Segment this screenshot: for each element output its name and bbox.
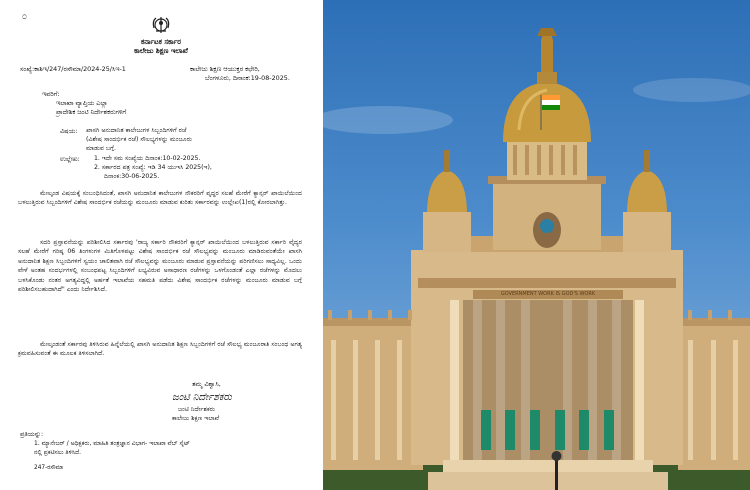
left-dome: [427, 170, 467, 214]
office-line: ಕಾಲೇಜು ಶಿಕ್ಷಣ ಆಯುಕ್ತರ ಕಛೇರಿ,: [190, 65, 260, 73]
copy-line1: 1. ಮ್ಯಾನೇಜರ್ / ಅಧಿಕ್ಷಕರು, ಮಾಹಿತಿ ತಂತ್ರಜ್ಞಾನ ವಿಭಾಗ- ಇಲಾಖಾ ವೆಬ್ ಸೈಟ್: [34, 440, 190, 447]
subject-label: ವಿಷಯ:: [60, 127, 78, 135]
reference-1: 1. ಇದೇ ಸಮ ಸಂಖ್ಯೆಯ ದಿನಾಂಕ:10-02-2025.: [94, 155, 201, 162]
signatory-title-2: ಕಾಲೇಜು ಶಿಕ್ಷಣ ಇಲಾಖೆ: [172, 415, 220, 422]
subject-line1: ಖಾಸಗಿ ಅನುದಾನಿತ ಕಾಲೇಜುಗಳ ಸಿಬ್ಬಂದಿಗಳಿಗೆ ರಜೆ: [86, 127, 187, 134]
city-date: ಬೆಂಗಳೂರು, ದಿನಾಂಕ:19-08-2025.: [205, 74, 290, 82]
right-dome: [627, 170, 667, 214]
reference-2: 2. ಸರ್ಕಾರದ ಪತ್ರ ಸಂಖ್ಯೆ: ಇಡಿ 34 ಯುಇಸಿ 2025(ಇ),: [94, 164, 212, 171]
footer-code: 247-ರಸೌಮಾ: [34, 465, 64, 471]
reference-label: ಉಲ್ಲೇಖ:: [60, 155, 80, 163]
body-paragraph-1: ಮೇಲ್ಕಂಡ ವಿಷಯಕ್ಕೆ ಸಂಬಂಧಿಸಿದಂತೆ, ಖಾಸಗಿ ಅನುದಾನಿತ ಕಾಲೇಜುಗಳ ನೌಕರರಿಗೆ ವೃದ್ಧರ ಸಲಹೆ ಮೇರೆಗೆ ಕ್ಯಾನ್ಸರ್ ಖಾಯಿಲೆಯಿಂದ ಬಳಲುತ್ತಿರುವ ಸಿಬ್ಬಂದಿಗಳಿಗೆ ವಿಶೇಷ ಸಾಂದರ್ಭಿಕ ರಜೆಯನ್ನು ಮಂಜೂರು ಮಾಡುವ ಕುರಿತು ಸರ್ಕಾರವನ್ನು ಉಲ್ಲೇಖ(1)ರಲ್ಲಿ ಕೋರಲಾಗಿತ್ತು.: [18, 190, 302, 207]
reference-number: ಸಂಖ್ಯೆ:ಕಾಶಿಇ/247/ರಸೌಮಾ/2024-25/ಸಿಇ-1: [20, 65, 126, 73]
body-paragraph-3: ಮೇಲ್ಕಂಡಂತೆ ಸರ್ಕಾರವು ತಿಳಿಸಿರುವ ಹಿನ್ನೆಲೆಯಲ್ಲಿ ಖಾಸಗಿ ಅನುದಾನಿತ ಶಿಕ್ಷಣ ಸಿಬ್ಬಂದಿಗಳಿಗೆ ರಜೆ ಸೌಲಭ್ಯ ಮಂಜೂರಾತಿ ಸಂಬಂಧ ಅಗತ್ಯ ಕ್ರಮವಹಿಸುವಂತೆ ಈ ಮೂಲಕ ತಿಳಿಸಲಾಗಿದೆ.: [18, 341, 302, 358]
copy-label: ಪ್ರತಿಯನ್ನು:: [20, 430, 44, 438]
gov-name: ಕರ್ನಾಟಕ ಸರ್ಕಾರ: [141, 38, 181, 46]
reference-2-date: ದಿನಾಂಕ:30-06-2025.: [104, 173, 160, 180]
banner-text: GOVERNMENT WORK IS GOD'S WORK: [500, 291, 596, 297]
dept-name: ಕಾಲೇಜು ಶಿಕ್ಷಣ ಇಲಾಖೆ: [134, 47, 188, 55]
left-wing: [323, 320, 423, 470]
closing-line: ತಮ್ಮ ವಿಶ್ವಾಸಿ,: [192, 380, 221, 388]
building-illustration: [323, 0, 750, 490]
signatory-title-1: ಜಂಟಿ ನಿರ್ದೇಶಕರು: [178, 406, 215, 413]
vidhana-soudha-photo: [323, 0, 750, 490]
karnataka-emblem-icon: [150, 14, 172, 36]
page-mark: ೦: [22, 12, 28, 22]
handwritten-signature: ಜಂಟಿ ನಿರ್ದೇಶಕರು: [172, 392, 232, 403]
to-line1: ಇಲಾಖಾ ವ್ಯಾಪ್ತಿಯ ಎಲ್ಲಾ: [56, 99, 108, 107]
to-label: ಇವರಿಗೆ:: [42, 90, 60, 98]
subject-line2: (ವಿಶೇಷ ಸಾಂದರ್ಭಿಕ ರಜೆ) ಸೌಲಭ್ಯಗಳನ್ನು ಮಂಜೂರು: [86, 136, 192, 143]
lion-capital-statue: [541, 30, 553, 72]
body-paragraph-2: ಸದರಿ ಪ್ರಸ್ತಾವನೆಯನ್ನು ಪರಿಶೀಲಿಸಿದ ಸರ್ಕಾರವು 'ರಾಜ್ಯ ಸರ್ಕಾರಿ ನೌಕರರಿಗೆ ಕ್ಯಾನ್ಸರ್ ಖಾಯಿಲೆಯಿಂದ ಬಳಲುತ್ತಿರುವ ಸರ್ಕಾರಿ ವೈದ್ಯರ ಸಲಹೆ ಮೇರೆಗೆ ಗರಿಷ್ಠ 06 ತಿಂಗಳುಗಳ ಮಿತಿಗೊಳಪಟ್ಟು ವಿಶೇಷ ಸಾಂದರ್ಭಿಕ ರಜೆ ಸೌಲಭ್ಯವನ್ನು ಮಂಜೂರು ಮಾಡಿರುವಂತೆಯೇ ಖಾಸಗಿ ಅನುದಾನಿತ ಶಿಕ್ಷಣ ಸಿಬ್ಬಂದಿಗಳಿಗೆ ಸ್ವಯಂ ಚಾಲಿತವಾಗಿ ರಜೆ ಸೌಲಭ್ಯವನ್ನು ಮಂಜೂರು ಮಾಡುವ ಪ್ರಸ್ತಾವನೆಯನ್ನು ಪರಿಗಣಿಸಲು ಸಾಧ್ಯವಿಲ್ಲ. ಒಂದು ವೇಳೆ ಅಂತಹ ಸಂದರ್ಭಗಳಲ್ಲಿ ಸಂಬಂಧಪಟ್ಟ ಸಿಬ್ಬಂದಿಗಳಿಗೆ ಲಭ್ಯವಿರುವ ಅಸಾಧಾರಣ ರಜೆಗಳನ್ನು ಒಳಗೊಂಡಂತೆ ಎಲ್ಲಾ ರಜೆಗಳನ್ನು ಮೊದಲು ಬಳಸಿಕೊಂಡು ನಂತರ ಅಗತ್ಯವಿದ್ದಲ್ಲಿ ಅರ್ಹತೆ ಇಲಾಖೆಯ ಸಹಮತಿ ಪಡೆದು ವಿಶೇಷ ಸಾಂದರ್ಭಿಕ ರಜೆಗಳನ್ನು ಮಂಜೂರು ಮಾಡುವ ಬಗ್ಗೆ ಪರಿಶೀಲಿಸಬಹುದಾಗಿದೆ" ಎಂದು ನಿರ್ದೇಶಿಸಿದೆ.: [18, 239, 302, 294]
subject-line3: ಮಾಡುವ ಬಗ್ಗೆ.: [86, 145, 117, 152]
flag-saffron: [542, 95, 560, 100]
to-line2: ಪ್ರಾದೇಶಿಕ ಜಂಟಿ ನಿರ್ದೇಶಕರುಗಳಿಗೆ: [56, 108, 127, 116]
government-circular: [0, 0, 322, 490]
copy-line2: ನಲ್ಲಿ ಪ್ರಕಟಿಸಲು ತಿಳಿಸಿದೆ.: [34, 449, 82, 456]
